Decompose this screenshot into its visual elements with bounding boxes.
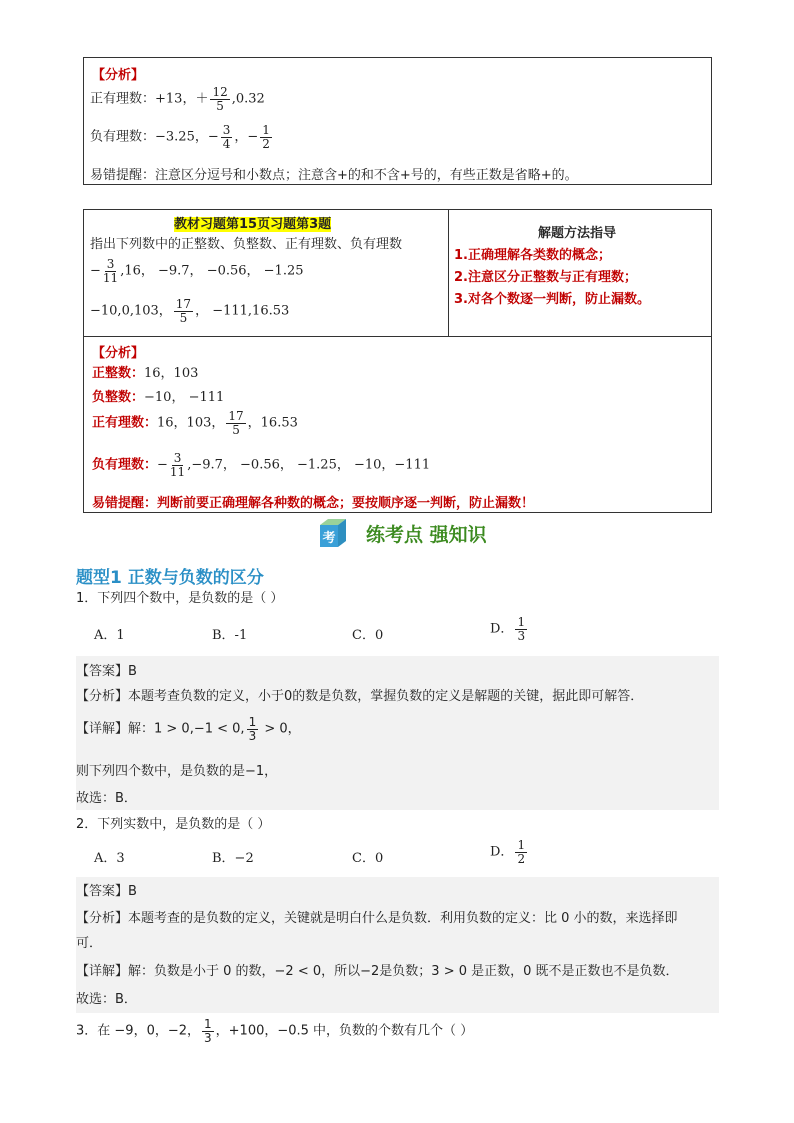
detail: 【详解】解：负数是小于 0 的数，−2 < 0，所以−2是负数；3 > 0 是正数，0 既不是正数也不是负数． [76,964,679,979]
exercise-prompt: 指出下列数中的正整数、负整数、正有理数、负有理数 [90,237,403,252]
analysis: 【分析】本题考查负数的定义，小于0的数是负数，掌握负数的定义是解题的关键，据此即可解答． [76,689,644,704]
detail: 【详解】解：1 > 0,−1 < 0, $\frac{1}{3}$ > 0， [76,715,301,743]
guide-item: 1.正确理解各类数的概念； [454,248,611,263]
option-d[interactable]: D． $\frac{1}{2}$ [490,838,526,866]
exercise-title: 教材习题第15页习题第3题 [174,217,332,232]
option-a[interactable]: A．3 [94,851,125,866]
fraction: $\frac{3}{4}$ [222,123,231,151]
divider [84,336,711,337]
solution-panel [76,877,719,1013]
positive-rationals-line: 正有理数：+13，＋ $\frac{12}{5}$ ,0.32 [90,85,265,113]
exercise-box [83,209,712,513]
svg-text:考: 考 [322,531,336,546]
error-tip: 易错提醒：注意区分逗号和小数点；注意含+的和不含+号的，有些正数是省略+的。 [90,168,578,183]
guide-title: 解题方法指导 [538,226,617,241]
option-a[interactable]: A．1 [94,628,125,643]
banner-text: 练考点 强知识 [366,524,487,546]
answer: 【答案】B [76,664,137,679]
number-list-row-1: − $\frac{3}{11}$ ,16， −9.7， −0.56， −1.25 [90,257,304,285]
conclusion: 则下列四个数中，是负数的是−1， [76,764,278,779]
exam-cube-icon [316,516,350,550]
fraction: $\frac{3}{11}$ [102,257,119,285]
negative-rationals-line: 负有理数：−3.25，− $\frac{3}{4}$ ，− $\frac{1}{2}$ [90,123,270,151]
section-title: 题型1 正数与负数的区分 [76,568,264,588]
option-b[interactable]: B．−2 [212,851,254,866]
fraction: $\frac{1}{3}$ [204,1017,212,1045]
fraction: $\frac{3}{11}$ [169,451,186,479]
fraction: $\frac{17}{5}$ [175,297,192,325]
choose: 故选：B． [76,791,137,806]
negative-rationals-line: 负有理数：− $\frac{3}{11}$ ,−9.7， −0.56， −1.25， −10，−111 [92,451,431,479]
guide-item: 2.注意区分正整数与正有理数； [454,270,637,285]
negative-integers-line: 负整数：−10， −111 [92,390,225,405]
positive-rationals-line: 正有理数：16，103， $\frac{17}{5}$ ，16.53 [92,409,298,437]
number-list-row-2: −10,0,103， $\frac{17}{5}$ ， −111,16.53 [90,297,290,325]
fraction: $\frac{1}{2}$ [517,838,526,866]
positive-integers-line: 正整数：16，103 [92,366,199,381]
analysis-box-1 [83,57,712,185]
question-stem: 3．在 −9，0，−2， $\frac{1}{3}$ ，+100，−0.5 中，负数的个数有几个（ ） [76,1017,474,1045]
question-stem: 2．下列实数中，是负数的是（ ） [76,817,271,832]
answer: 【答案】B [76,884,137,899]
choose: 故选：B． [76,992,137,1007]
fraction: $\frac{1}{3}$ [517,615,526,643]
analysis-tag: 【分析】 [92,346,145,361]
fraction: $\frac{12}{5}$ [212,85,228,113]
analysis-tag: 【分析】 [92,68,145,83]
option-b[interactable]: B．-1 [212,628,248,643]
analysis-cont: 可． [76,936,103,951]
option-c[interactable]: C．0 [352,628,384,643]
fraction: $\frac{17}{5}$ [228,409,244,437]
analysis: 【分析】本题考查的是负数的定义，关键就是明白什么是负数．利用负数的定义：比 0 小的数，来选择即 [76,911,678,926]
question-stem: 1．下列四个数中，是负数的是（ ） [76,591,284,606]
guide-item: 3.对各个数逐一判断，防止漏数。 [454,292,650,307]
fraction: $\frac{1}{2}$ [262,123,270,151]
option-c[interactable]: C．0 [352,851,384,866]
fraction: $\frac{1}{3}$ [248,715,257,743]
error-tip: 易错提醒：判断前要正确理解各种数的概念；要按顺序逐一判断，防止漏数！ [92,496,535,511]
option-d[interactable]: D． $\frac{1}{3}$ [490,615,526,643]
divider [448,210,449,336]
